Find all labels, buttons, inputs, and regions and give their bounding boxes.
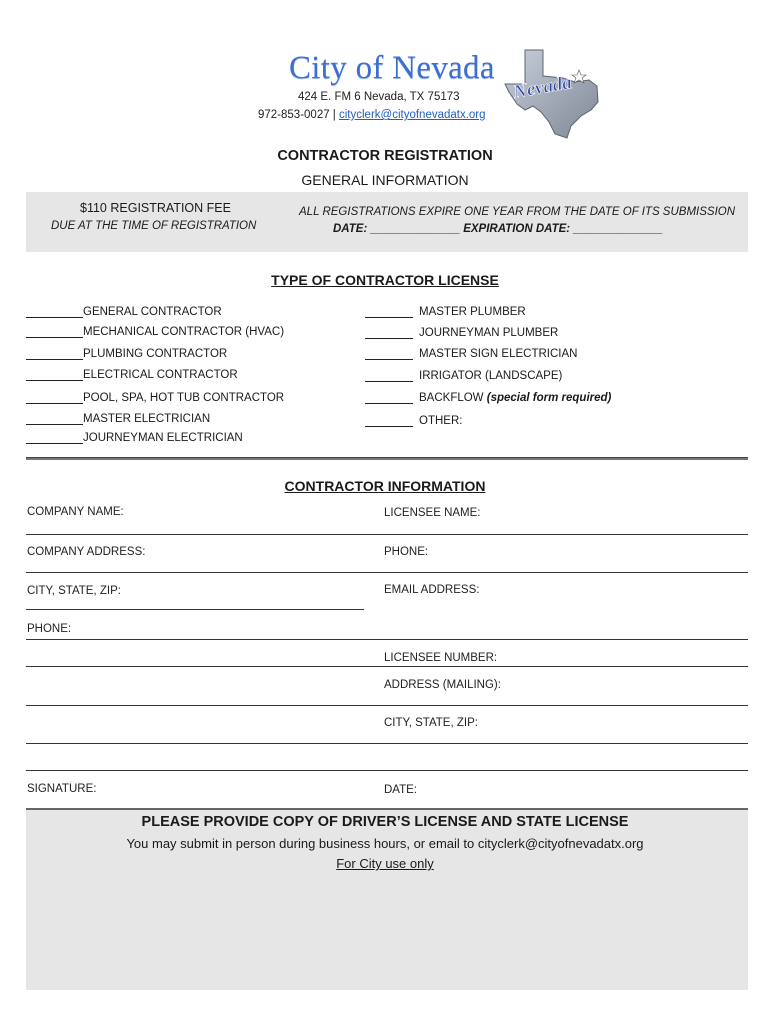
license-option-label: MECHANICAL CONTRACTOR (HVAC) <box>83 326 285 338</box>
license-option-label: OTHER: <box>419 415 463 427</box>
city-state-zip-right-label: CITY, STATE, ZIP: <box>384 717 478 729</box>
document-title: CONTRACTOR REGISTRATION <box>277 148 493 164</box>
phone-left-label: PHONE: <box>27 623 72 635</box>
license-option-journeyman-electrician[interactable] <box>26 431 243 444</box>
city-phone: 972-853-0027 | <box>258 109 339 121</box>
license-option-label: MASTER ELECTRICIAN <box>83 413 211 425</box>
license-option-label: MASTER PLUMBER <box>419 306 526 318</box>
license-option-irrigator[interactable] <box>365 368 562 382</box>
license-option-label: JOURNEYMAN PLUMBER <box>419 327 559 339</box>
checkbox-blank[interactable] <box>26 325 83 338</box>
city-contact <box>258 109 486 121</box>
license-option-mechanical-contractor[interactable] <box>26 325 284 338</box>
license-option-electrical-contractor[interactable] <box>26 368 238 381</box>
logo-wordmark: Nevada <box>511 72 574 104</box>
company-address-label: COMPANY ADDRESS: <box>27 546 146 558</box>
phone-right-label: PHONE: <box>384 546 429 558</box>
city-use-only-label: For City use only <box>336 856 434 871</box>
license-option-other[interactable] <box>365 413 462 427</box>
backflow-note: (special form required) <box>486 392 612 404</box>
checkbox-blank[interactable] <box>365 346 413 360</box>
company-name-label: COMPANY NAME: <box>27 506 124 518</box>
license-option-label: ELECTRICAL CONTRACTOR <box>83 369 238 381</box>
mailing-address-input-line[interactable] <box>26 705 748 706</box>
checkbox-blank[interactable] <box>365 368 413 382</box>
expiration-note: ALL REGISTRATIONS EXPIRE ONE YEAR FROM THE DATE OF ITS SUBMISSION <box>299 206 736 218</box>
licensee-name-label: LICENSEE NAME: <box>384 507 481 519</box>
license-copy-notice: PLEASE PROVIDE COPY OF DRIVER’S LICENSE AND STATE LICENSE <box>141 814 629 830</box>
license-option-master-plumber[interactable] <box>365 304 526 318</box>
license-option-label: JOURNEYMAN ELECTRICIAN <box>83 432 243 444</box>
checkbox-blank[interactable] <box>26 412 83 425</box>
submission-note: You may submit in person during business hours, or email to cityclerk@cityofnevadatx.org <box>126 836 644 851</box>
license-option-label: GENERAL CONTRACTOR <box>83 306 222 318</box>
company-name-input-line[interactable] <box>26 534 748 535</box>
city-state-zip-right-input-line[interactable] <box>26 743 748 744</box>
license-option-master-electrician[interactable] <box>26 412 210 425</box>
checkbox-blank[interactable] <box>26 431 83 444</box>
city-title: City of Nevada <box>289 50 495 86</box>
license-option-backflow[interactable] <box>365 390 611 404</box>
license-option-label: PLUMBING CONTRACTOR <box>83 348 228 360</box>
checkbox-blank[interactable] <box>365 413 413 427</box>
texas-seal-logo <box>503 48 603 140</box>
checkbox-blank[interactable] <box>365 325 413 339</box>
checkbox-blank[interactable] <box>365 390 413 404</box>
license-option-plumbing-contractor[interactable] <box>26 347 227 360</box>
mailing-address-label: ADDRESS (MAILING): <box>384 679 501 691</box>
license-option-label: IRRIGATOR (LANDSCAPE) <box>419 370 563 382</box>
checkbox-blank[interactable] <box>26 347 83 360</box>
license-option-label: BACKFLOW <box>419 392 484 404</box>
checkbox-blank[interactable] <box>26 368 83 381</box>
license-option-journeyman-plumber[interactable] <box>365 325 558 339</box>
license-type-heading: TYPE OF CONTRACTOR LICENSE <box>271 272 499 288</box>
date-expiration-field[interactable]: DATE: ______________ EXPIRATION DATE: ______________ <box>333 223 663 235</box>
email-address-label: EMAIL ADDRESS: <box>384 584 480 596</box>
licensee-number-label: LICENSEE NUMBER: <box>384 652 498 664</box>
phone-input-line[interactable] <box>26 639 748 640</box>
date-label: DATE: <box>384 784 418 796</box>
checkbox-blank[interactable] <box>26 305 83 318</box>
extra-input-line[interactable] <box>26 770 748 771</box>
fee-due-note: DUE AT THE TIME OF REGISTRATION <box>51 220 257 232</box>
city-email-link[interactable]: cityclerk@cityofnevadatx.org <box>339 109 486 121</box>
city-address: 424 E. FM 6 Nevada, TX 75173 <box>298 91 460 103</box>
license-option-label: POOL, SPA, HOT TUB CONTRACTOR <box>83 392 285 404</box>
city-state-zip-label: CITY, STATE, ZIP: <box>27 585 121 597</box>
license-option-master-sign-electrician[interactable] <box>365 346 577 360</box>
signature-label: SIGNATURE: <box>27 783 97 795</box>
license-option-label: MASTER SIGN ELECTRICIAN <box>419 348 578 360</box>
checkbox-blank[interactable] <box>26 391 83 404</box>
section-divider <box>26 457 748 460</box>
company-address-input-line[interactable] <box>26 572 748 573</box>
city-state-zip-input-line[interactable] <box>26 609 364 610</box>
checkbox-blank[interactable] <box>365 304 413 318</box>
license-option-general-contractor[interactable] <box>26 305 222 318</box>
licensee-number-input-line[interactable] <box>26 666 748 667</box>
contractor-info-heading: CONTRACTOR INFORMATION <box>284 478 486 494</box>
license-option-pool-spa-contractor[interactable] <box>26 391 284 404</box>
document-subtitle: GENERAL INFORMATION <box>301 172 469 188</box>
registration-fee: $110 REGISTRATION FEE <box>80 201 231 215</box>
